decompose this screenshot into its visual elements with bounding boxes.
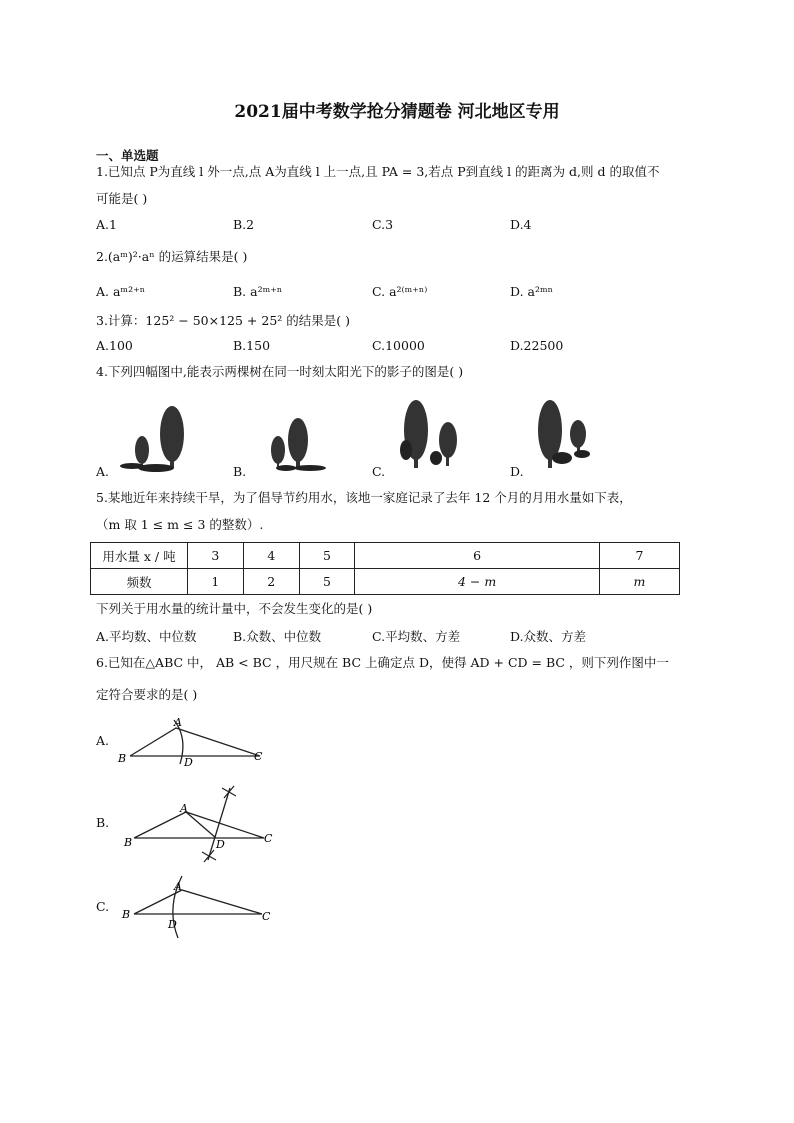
point-label: C	[262, 910, 271, 923]
q3-option-b[interactable]: B.150	[233, 338, 271, 353]
q5-option-c[interactable]: C.平均数、方差	[372, 629, 461, 644]
q4-option-b[interactable]: B.	[233, 464, 247, 479]
section-heading: 一、单选题	[96, 148, 159, 163]
shadow-icon	[120, 463, 174, 472]
table-cell: 3	[188, 543, 244, 569]
tree-figure-b	[258, 392, 338, 472]
q3-stem: 3.计算：125² − 50×125 + 25² 的结果是( )	[96, 313, 350, 328]
tree-figure-a	[112, 392, 192, 472]
q2-option-c[interactable]: C. a²⁽ᵐ⁺ⁿ⁾	[372, 284, 428, 299]
table-cell: 频数	[91, 569, 188, 595]
q5-stem-line1: 5.某地近年来持续干旱，为了倡导节约用水，该地一家庭记录了去年 12 个月的月用水量如下表，	[96, 490, 632, 505]
table-cell: 6	[355, 543, 599, 569]
table-cell: m	[599, 569, 679, 595]
water-usage-table	[90, 542, 680, 595]
point-label: C	[254, 750, 263, 763]
table-cell: 5	[299, 569, 355, 595]
table-cell: 4 − m	[355, 569, 599, 595]
q1-option-c[interactable]: C.3	[372, 217, 394, 232]
construction-figure-b	[112, 778, 282, 870]
q5-question: 下列关于用水量的统计量中，不会发生变化的是( )	[96, 601, 373, 616]
q1-option-d[interactable]: D.4	[510, 217, 532, 232]
point-label: B	[122, 908, 131, 921]
q2-option-b[interactable]: B. a²ᵐ⁺ⁿ	[233, 284, 283, 299]
q1-option-b[interactable]: B.2	[233, 217, 255, 232]
q5-stem-line2: （m 取 1 ≤ m ≤ 3 的整数）.	[96, 517, 264, 532]
page-title: 2021届中考数学抢分猜题卷 河北地区专用	[234, 102, 560, 122]
construction-figure-c	[112, 872, 282, 942]
tree-icon	[135, 406, 184, 468]
shadow-icon	[276, 465, 326, 471]
point-label: D	[184, 756, 193, 769]
q3-option-c[interactable]: C.10000	[372, 338, 425, 353]
q2-option-d[interactable]: D. a²ᵐⁿ	[510, 284, 554, 299]
table-cell: 2	[243, 569, 299, 595]
tree-figure-d	[522, 392, 602, 472]
q1-stem-line2: 可能是( )	[96, 191, 148, 206]
q5-option-b[interactable]: B.众数、中位数	[233, 629, 322, 644]
table-row	[91, 569, 680, 595]
point-label: B	[124, 836, 133, 849]
q6-stem-line2: 定符合要求的是( )	[96, 687, 198, 702]
construction-figure-a	[112, 712, 282, 772]
point-label: A	[174, 716, 182, 729]
point-label: B	[118, 752, 127, 765]
q4-stem: 4.下列四幅图中,能表示两棵树在同一时刻太阳光下的影子的图是( )	[96, 364, 464, 379]
table-cell: 4	[243, 543, 299, 569]
q4-option-c[interactable]: C.	[372, 464, 386, 479]
q5-option-d[interactable]: D.众数、方差	[510, 629, 587, 644]
q4-option-a[interactable]: A.	[96, 464, 110, 479]
q2-stem: 2.(aᵐ)²·aⁿ 的运算结果是( )	[96, 249, 248, 264]
q1-option-a[interactable]: A.1	[96, 217, 117, 232]
q4-option-d[interactable]: D.	[510, 464, 524, 479]
table-cell: 7	[599, 543, 679, 569]
point-label: A	[174, 880, 182, 893]
tree-icon	[271, 418, 308, 468]
q6-option-b[interactable]: B.	[96, 815, 110, 830]
point-label: D	[216, 838, 225, 851]
q6-option-c[interactable]: C.	[96, 899, 110, 914]
q5-option-a[interactable]: A.平均数、中位数	[96, 629, 197, 644]
q6-option-a[interactable]: A.	[96, 733, 110, 748]
table-row	[91, 543, 680, 569]
q3-option-d[interactable]: D.22500	[510, 338, 564, 353]
table-cell: 5	[299, 543, 355, 569]
table-cell: 1	[188, 569, 244, 595]
tree-figure-c	[388, 392, 468, 472]
table-cell: 用水量 x / 吨	[91, 543, 188, 569]
point-label: A	[180, 802, 188, 815]
q2-option-a[interactable]: A. aᵐ²⁺ⁿ	[96, 284, 146, 299]
q3-option-a[interactable]: A.100	[96, 338, 133, 353]
point-label: C	[264, 832, 273, 845]
point-label: D	[168, 918, 177, 931]
q1-stem-line1: 1.已知点 P为直线 l 外一点,点 A为直线 l 上一点,且 PA = 3,若点 P到直线 l 的距离为 d,则 d 的取值不	[96, 164, 660, 179]
q6-stem-line1: 6.已知在△ABC 中， AB < BC ，用尺规在 BC 上确定点 D，使得 AD + CD = BC ，则下列作图中一	[96, 655, 669, 670]
